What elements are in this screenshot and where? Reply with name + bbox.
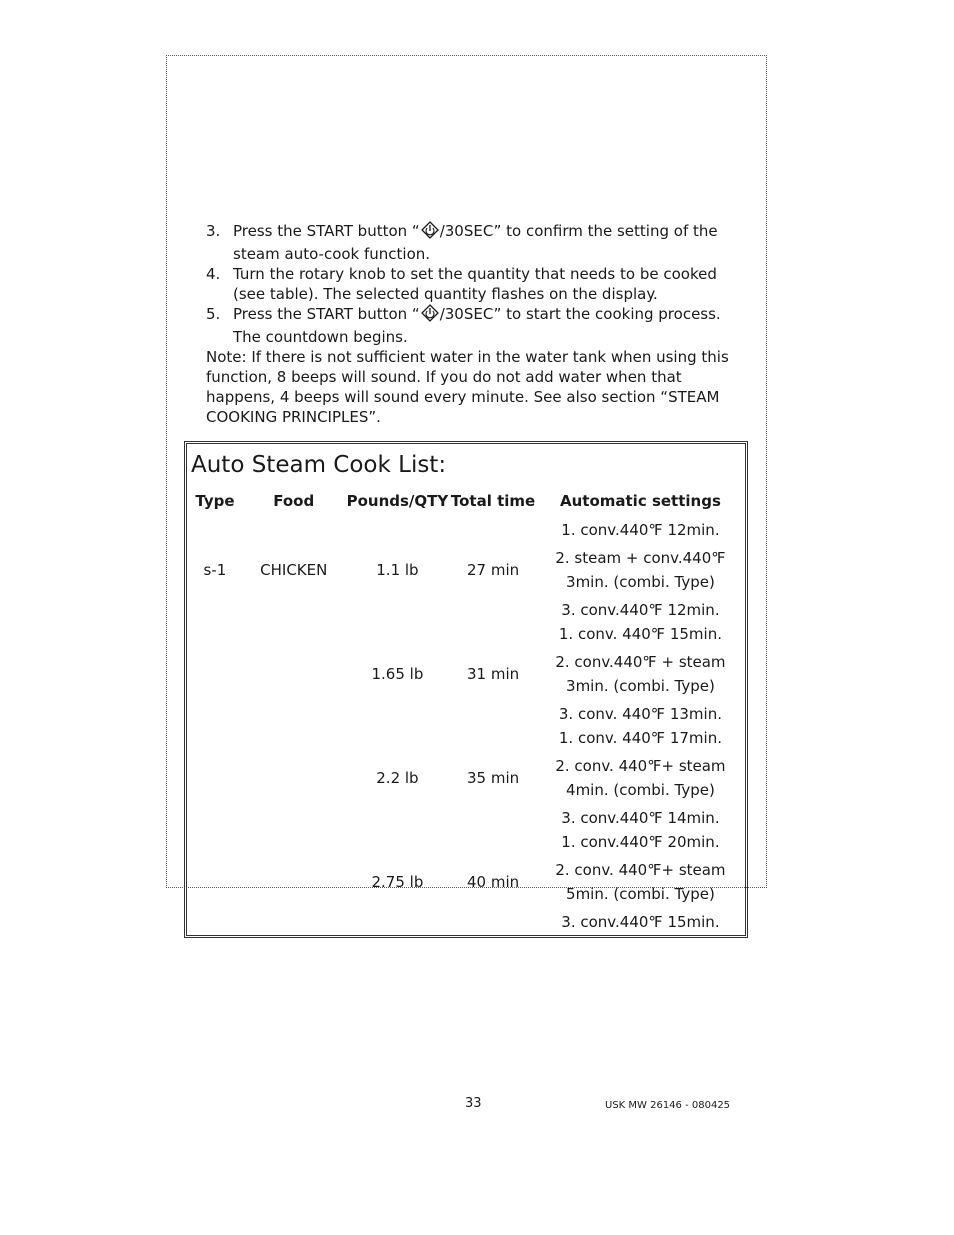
- step-text: [233, 304, 746, 347]
- start-icon: [421, 221, 439, 244]
- setting-line: 1. conv. 440℉ 17min.: [558, 729, 722, 747]
- table-row: [189, 622, 743, 726]
- document-code: USK MW 26146 - 080425: [605, 1100, 731, 1111]
- header-qty: Pounds/QTY: [346, 492, 449, 510]
- cell-time: 40 min: [466, 873, 520, 891]
- step-3: [206, 221, 746, 264]
- cell-food: CHICKEN: [260, 561, 328, 579]
- step-text: [233, 221, 746, 264]
- setting-line: 1. conv. 440℉ 15min.: [558, 625, 722, 643]
- cell-qty: 2.75 lb: [371, 873, 424, 891]
- setting-line: 1. conv.440℉ 20min.: [561, 833, 720, 851]
- cell-time: 27 min: [466, 561, 520, 579]
- cell-settings: [538, 726, 743, 830]
- setting-line: 2. conv. 440℉+ steam 5min. (combi. Type): [555, 861, 726, 903]
- setting-line: 3. conv.440℉ 12min.: [561, 601, 720, 619]
- step-4: [206, 264, 746, 304]
- header-type: Type: [195, 492, 235, 510]
- step-text-before: Press the START button “: [233, 222, 420, 240]
- cell-type: [189, 830, 241, 934]
- header-time: Total time: [450, 492, 536, 510]
- table-row: [189, 830, 743, 934]
- setting-line: 2. steam + conv.440℉ 3min. (combi. Type): [555, 549, 726, 591]
- step-number: 5.: [206, 305, 221, 323]
- cook-list-box: [184, 441, 748, 938]
- setting-line: 1. conv.440℉ 12min.: [561, 521, 720, 539]
- cell-settings: [538, 830, 743, 934]
- table-row: [189, 518, 743, 622]
- cook-table: [189, 484, 743, 934]
- instructions: [206, 221, 746, 427]
- start-icon: [421, 304, 439, 327]
- cell-type: s-1: [203, 561, 227, 579]
- table-header-row: [189, 484, 743, 518]
- page-number: 33: [465, 1096, 482, 1111]
- setting-line: 3. conv.440℉ 14min.: [561, 809, 720, 827]
- cell-food: [241, 622, 347, 726]
- cell-food: [241, 726, 347, 830]
- setting-line: 2. conv. 440℉+ steam 4min. (combi. Type): [555, 757, 726, 799]
- setting-line: 2. conv.440℉ + steam 3min. (combi. Type): [555, 653, 726, 695]
- step-number: 3.: [206, 222, 221, 240]
- cell-time: 31 min: [466, 665, 520, 683]
- cell-type: [189, 726, 241, 830]
- header-settings: Automatic settings: [560, 492, 721, 510]
- step-text-after: /30SEC” to start the cooking process. The countdown begins.: [233, 305, 721, 346]
- cell-food: [241, 830, 347, 934]
- table-title: Auto Steam Cook List:: [191, 452, 447, 478]
- cell-time: 35 min: [466, 769, 520, 787]
- cell-qty: 2.2 lb: [376, 769, 419, 787]
- step-text-after: /30SEC” to confirm the setting of the steam auto-cook function.: [233, 222, 718, 263]
- step-text: Turn the rotary knob to set the quantity that needs to be cooked (see table). The selected quantity flashes on the display.: [233, 265, 717, 303]
- step-5: [206, 304, 746, 347]
- cell-type: [189, 622, 241, 726]
- step-number: 4.: [206, 265, 221, 283]
- table-row: [189, 726, 743, 830]
- note-text: Note: If there is not sufficient water in the water tank when using this function, 8 beeps will sound. If you do not add water when that happens, 4 beeps will sound every minute. See also section “STEAM COOKING PRINCIPLES”.: [206, 348, 729, 426]
- cell-settings: [538, 518, 743, 622]
- setting-line: 3. conv.440℉ 15min.: [561, 913, 720, 931]
- cell-qty: 1.1 lb: [376, 561, 419, 579]
- cell-qty: 1.65 lb: [371, 665, 424, 683]
- step-text-before: Press the START button “: [233, 305, 420, 323]
- setting-line: 3. conv. 440℉ 13min.: [558, 705, 722, 723]
- cell-settings: [538, 622, 743, 726]
- header-food: Food: [273, 492, 315, 510]
